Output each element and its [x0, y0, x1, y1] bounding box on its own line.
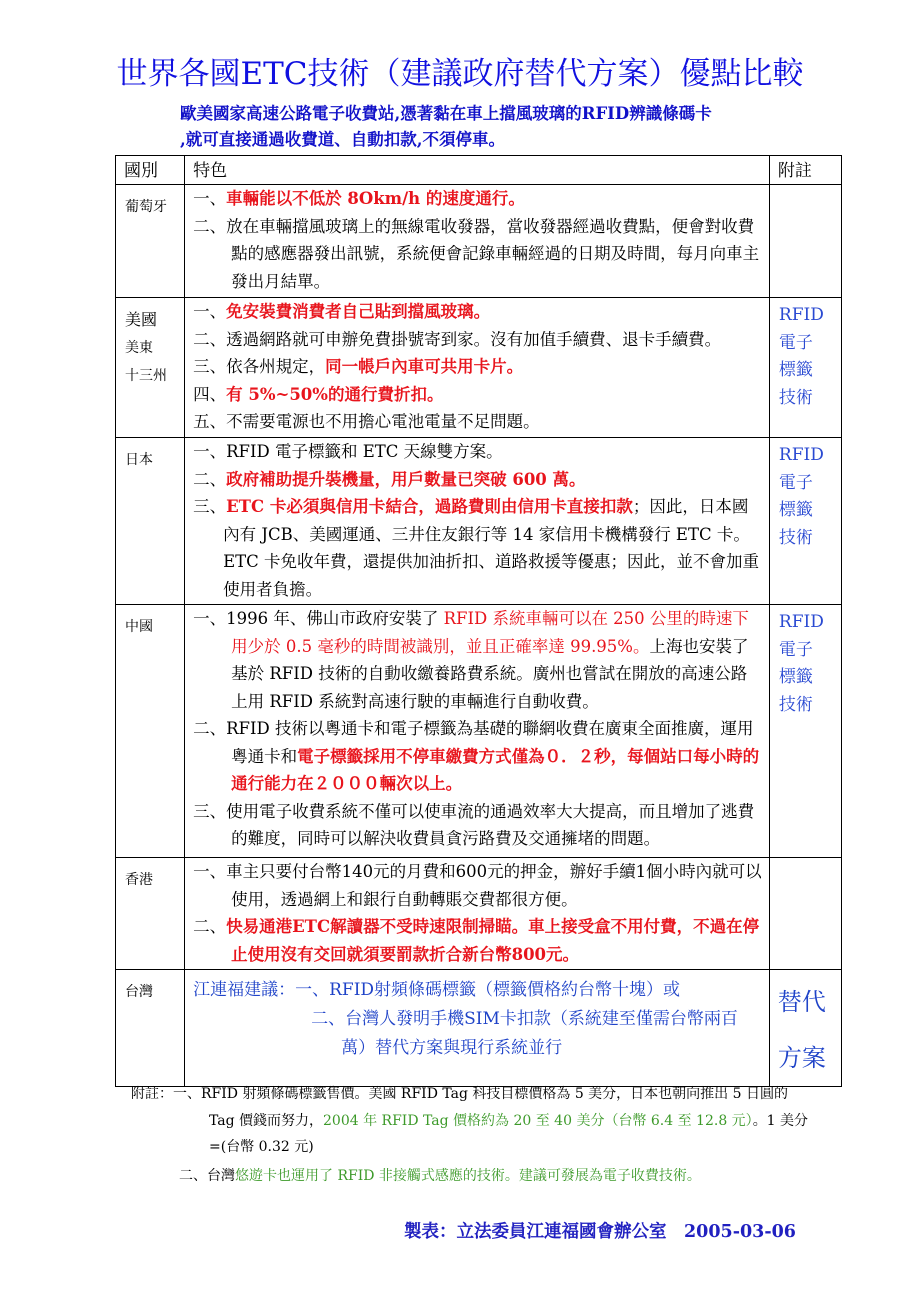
country-china: 中國	[125, 619, 153, 635]
list-item: 四、有 5%~50%的通行費折扣。	[193, 384, 444, 404]
country-portugal: 葡萄牙	[125, 199, 167, 215]
country-hongkong: 香港	[125, 872, 153, 888]
note-china: RFID 電子 標籤 技術	[778, 612, 824, 715]
note-taiwan: 替代 方案	[777, 988, 826, 1072]
page-title: 世界各國ETC技術（建議政府替代方案）優點比較	[116, 56, 804, 92]
list-item: 三、使用電子收費系統不僅可以使車流的通過效率大大提高，而且增加了逃費的難度，同時可以解決收費員貪污路費及交通擁堵的問題。	[193, 801, 755, 848]
country-taiwan: 台灣	[125, 984, 153, 1000]
list-item: 一、1996 年、佛山市政府安裝了 RFID 系統車輛可以在 250 公里的時速下用少於 0.5 毫秒的時間被識別，並且正確率達 99.95%。上海也安裝了基於 RFID 技術的自動收繳養路費系統。廣州也嘗試在開放的高速公路上用 RFID 系統對高速行駛的車輛進行自動收費。	[193, 609, 749, 711]
signature: 製表：立法委員江連福國會辦公室 2005-03-06	[404, 1222, 796, 1242]
table-row-japan	[116, 438, 842, 605]
table-row-hongkong	[116, 858, 842, 970]
list-item: 二、政府補助提升裝機量，用戶數量已突破 600 萬。	[193, 469, 586, 489]
list-item: 二、RFID 技術以粵通卡和電子標籤為基礎的聯網收費在廣東全面推廣，運用粵通卡和電子標籤採用不停車繳費方式僅為０．２秒，每個站口每小時的通行能力在２０００輛次以上。	[193, 719, 760, 793]
intro-line-1: 歐美國家高速公路電子收費站,憑著黏在車上擋風玻璃的RFID辨識條碼卡	[180, 104, 712, 123]
list-item: 一、車主只要付台幣140元的月費和600元的押金，辦好手續1個小時內就可以使用，透過網上和銀行自動轉賬交費都很方便。	[193, 862, 762, 909]
footnote-item-2: 二、台灣悠遊卡也運用了 RFID 非接觸式感應的技術。建議可發展為電子收費技術。	[179, 1167, 701, 1184]
list-item: 二、透過網路就可申辦免費掛號寄到家。沒有加值手續費、退卡手續費。	[193, 329, 722, 349]
list-item: 三、依各州規定，同一帳戶內車可共用卡片。	[193, 357, 524, 376]
table-row-taiwan	[116, 970, 842, 1087]
header-country: 國別	[124, 161, 158, 181]
taiwan-proposal: 江連福建議：一、RFID射頻條碼標籤（標籤價格約台幣十塊）或 二、台灣人發明手機SIM卡扣款（系統建至僅需台幣兩百 萬）替代方案與現行系統並行	[193, 980, 738, 1058]
header-features: 特色	[193, 161, 228, 181]
header-notes: 附註	[777, 161, 812, 181]
table-row-portugal	[116, 185, 842, 298]
list-item: 三、ETC 卡必須與信用卡結合，過路費則由信用卡直接扣款；因此，日本國內有 JCB、美國運通、三井住友銀行等 14 家信用卡機構發行 ETC 卡。ETC 卡免收年費，還提供加油折扣、道路救援等優惠；因此，並不會加重使用者負擔。	[193, 497, 760, 599]
intro-text	[180, 101, 820, 153]
note-usa: RFID 電子 標籤 技術	[778, 305, 824, 408]
list-item: 二、快易通港ETC解讀器不受時速限制掃瞄。車上接受盒不用付費，不過在停止使用沒有交回就須要罰款折合新台幣800元。	[193, 917, 760, 964]
list-item: 一、免安裝費消費者自己貼到擋風玻璃。	[193, 302, 491, 321]
list-item: 一、車輛能以不低於 8Okm/h 的速度通行。	[193, 189, 525, 208]
note-japan: RFID 電子 標籤 技術	[778, 445, 824, 548]
list-item: 一、RFID 電子標籤和 ETC 天線雙方案。	[193, 442, 503, 461]
footnote-item-1: 附註：一、RFID 射頻條碼標籤售價。美國 RFID Tag 科技目標價格為 5 美分，日本也朝向推出 5 日圓的 Tag 價錢而努力，2004 年 RFID Tag 價格約為 20 至 40 美分（台幣 6.4 至 12.8 元）。1 美分=(台幣 0.32 元)	[131, 1086, 809, 1155]
country-usa: 美國 美東 十三州	[125, 310, 167, 384]
list-item: 二、放在車輛擋風玻璃上的無線電收發器，當收發器經過收費點，便會對收費點的感應器發出訊號，系統便會記錄車輛經過的日期及時間，每月向車主發出月結單。	[193, 216, 760, 291]
country-japan: 日本	[125, 452, 153, 468]
comparison-table	[115, 155, 842, 1087]
list-item: 五、不需要電源也不用擔心電池電量不足問題。	[193, 412, 540, 431]
intro-line-2: ,就可直接通過收費道、自動扣款,不須停車。	[180, 130, 505, 149]
table-row-usa	[116, 298, 842, 438]
table-row-china	[116, 605, 842, 858]
footnote	[131, 1081, 811, 1189]
table-header-row	[116, 156, 842, 185]
